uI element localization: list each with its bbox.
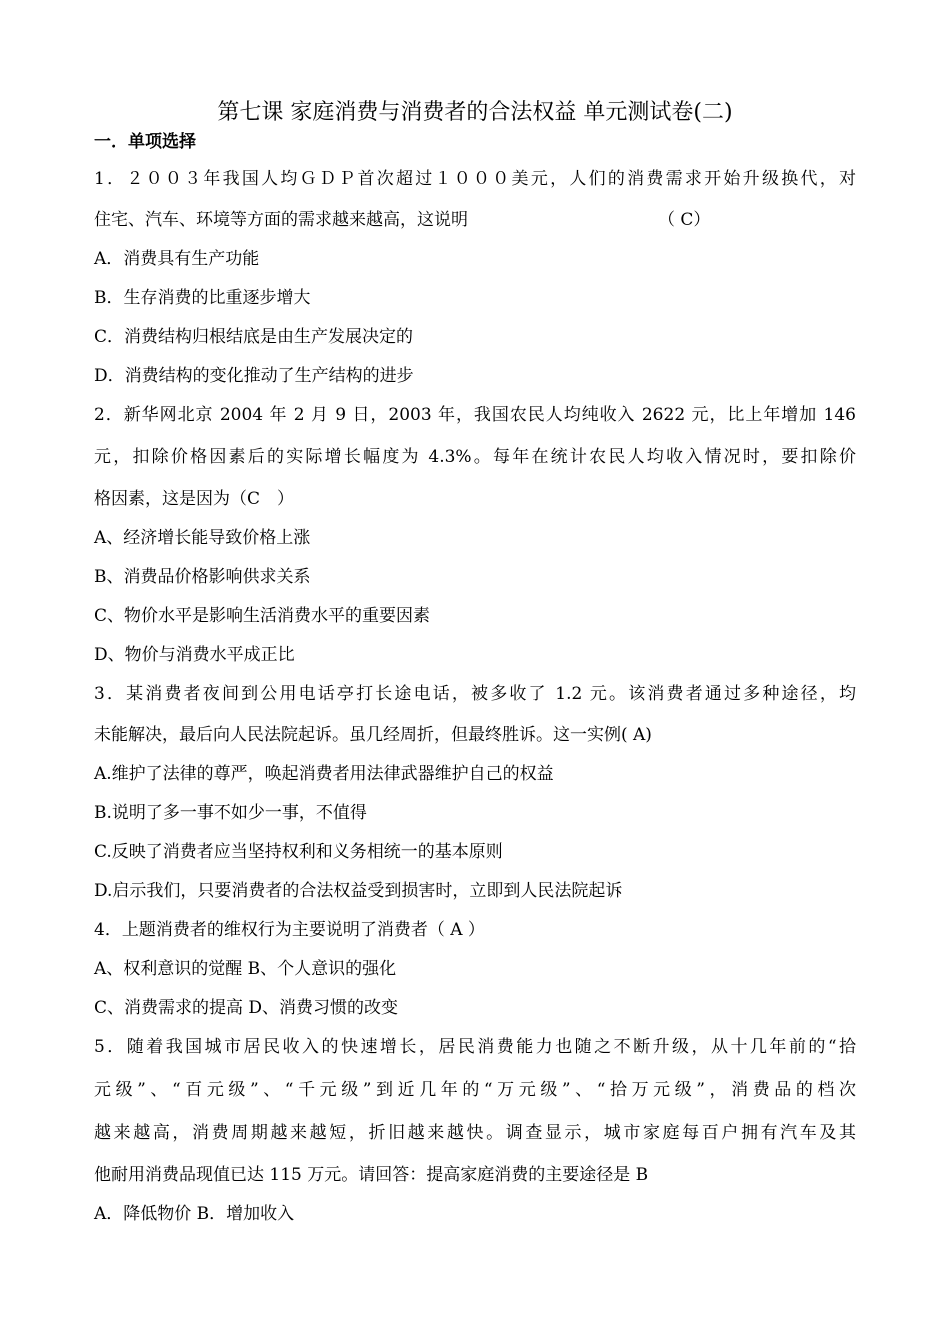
question-2-line-3: 格因素，这是因为（C ） [94, 489, 295, 509]
question-4-options-ab: A、权利意识的觉醒 B、个人意识的强化 [94, 959, 397, 979]
question-3-option-d: D.启示我们，只要消费者的合法权益受到损害时，立即到人民法院起诉 [94, 881, 623, 901]
question-1-option-a: A．消费具有生产功能 [94, 249, 260, 269]
question-3-option-a: A.维护了法律的尊严，唤起消费者用法律武器维护自己的权益 [94, 764, 554, 784]
question-5-line-1: 5．随着我国城市居民收入的快速增长，居民消费能力也随之不断升级，从十几年前的“拾 [94, 1037, 856, 1057]
question-2-line-1: 2．新华网北京 2004 年 2 月 9 日，2003 年，我国农民人均纯收入 2622 元，比上年增加 146 [94, 405, 856, 425]
question-3-line-1: 3．某消费者夜间到公用电话亭打长途电话，被多收了 1.2 元。该消费者通过多种途径，均 [94, 684, 856, 704]
question-1-option-b: B．生存消费的比重逐步增大 [94, 288, 311, 308]
question-5-options-ab: A．降低物价 B．增加收入 [94, 1204, 295, 1224]
question-5-line-2: 元级”、“百元级”、“千元级”到近几年的“万元级”、“拾万元级”，消费品的档次 [94, 1080, 856, 1100]
page-title: 第七课 家庭消费与消费者的合法权益 单元测试卷(二) [217, 100, 733, 125]
question-2-option-c: C、物价水平是影响生活消费水平的重要因素 [94, 606, 431, 626]
question-5-line-3: 越来越高，消费周期越来越短，折旧越来越快。调查显示，城市家庭每百户拥有汽车及其 [94, 1123, 856, 1143]
question-3-option-b: B.说明了多一事不如少一事，不值得 [94, 803, 367, 823]
question-3-line-2: 未能解决，最后向人民法院起诉。虽几经周折，但最终胜诉。这一实例( A) [94, 725, 652, 745]
question-5-line-4: 他耐用消费品现值已达 115 万元。请回答：提高家庭消费的主要途径是 B [94, 1165, 649, 1185]
question-4-options-cd: C、消费需求的提高 D、消费习惯的改变 [94, 998, 399, 1018]
section-heading: 一．单项选择 [94, 132, 196, 152]
question-1-answer: （ C） [658, 210, 711, 230]
question-2-option-b: B、消费品价格影响供求关系 [94, 567, 311, 587]
question-1-option-d: D．消费结构的变化推动了生产结构的进步 [94, 366, 414, 386]
question-2-option-a: A、经济增长能导致价格上涨 [94, 528, 311, 548]
question-1-line-2: 住宅、汽车、环境等方面的需求越来越高，这说明 [94, 210, 468, 230]
question-1-line-1: 1．２００３年我国人均ＧＤＰ首次超过１０００美元，人们的消费需求开始升级换代，对 [94, 169, 856, 189]
question-3-option-c: C.反映了消费者应当坚持权利和义务相统一的基本原则 [94, 842, 503, 862]
question-2-option-d: D、物价与消费水平成正比 [94, 645, 295, 665]
question-1-option-c: C．消费结构归根结底是由生产发展决定的 [94, 327, 414, 347]
question-4-line-1: 4．上题消费者的维权行为主要说明了消费者（ A ） [94, 920, 485, 940]
question-2-line-2: 元，扣除价格因素后的实际增长幅度为 4.3%。每年在统计农民人均收入情况时，要扣除价 [94, 447, 856, 467]
